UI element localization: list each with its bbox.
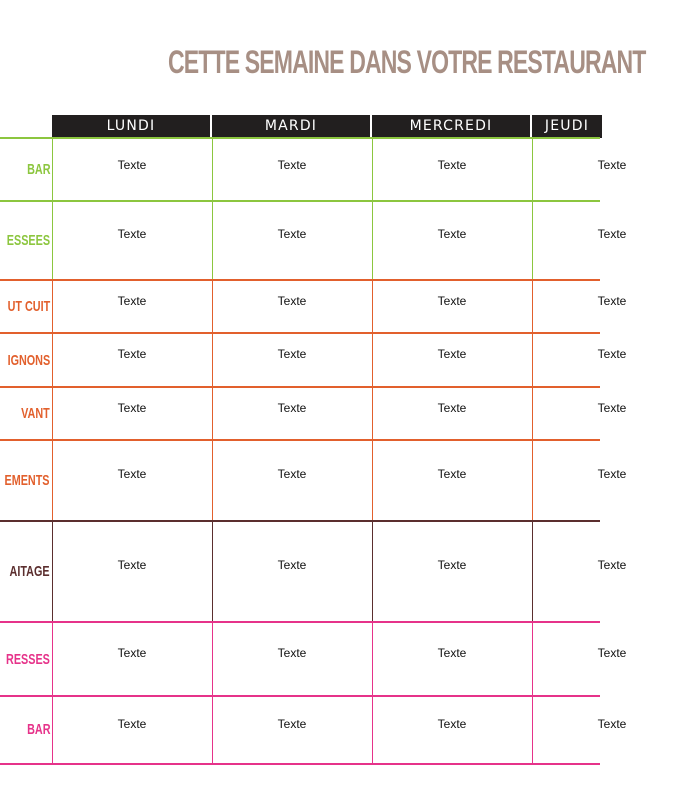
schedule-cell[interactable]: Texte [117, 294, 147, 308]
row-label-text: ESSEES [6, 232, 50, 249]
schedule-cell[interactable]: Texte [597, 646, 627, 660]
column-header-lundi: LUNDI [52, 115, 210, 138]
schedule-cell[interactable]: Texte [117, 467, 147, 481]
schedule-cell[interactable]: Texte [437, 401, 467, 415]
row-divider [0, 137, 600, 139]
row-label [0, 622, 50, 696]
row-label-text: BAR [26, 161, 50, 178]
row-label [0, 440, 50, 521]
schedule-cell[interactable]: Texte [117, 401, 147, 415]
page-title: CETTE SEMAINE DANS VOTRE RESTAURANT [168, 44, 646, 80]
row-divider [0, 332, 600, 334]
schedule-cell[interactable]: Texte [117, 158, 147, 172]
row-divider [0, 695, 600, 697]
schedule-cell[interactable]: Texte [277, 467, 307, 481]
row-divider [0, 386, 600, 388]
schedule-cell[interactable]: Texte [437, 646, 467, 660]
schedule-cell[interactable]: Texte [597, 158, 627, 172]
row-label-text: IGNONS [7, 351, 50, 369]
schedule-cell[interactable]: Texte [437, 558, 467, 572]
column-header-mardi: MARDI [212, 115, 370, 138]
schedule-cell[interactable]: Texte [117, 558, 147, 572]
schedule-cell[interactable]: Texte [597, 401, 627, 415]
schedule-cell[interactable]: Texte [277, 347, 307, 361]
schedule-cell[interactable]: Texte [277, 401, 307, 415]
row-divider [0, 279, 600, 281]
row-label [0, 387, 50, 440]
row-label-text: UT CUIT [7, 298, 50, 315]
schedule-cell[interactable]: Texte [597, 717, 627, 731]
schedule-cell[interactable]: Texte [117, 646, 147, 660]
row-divider [0, 621, 600, 623]
row-divider [0, 439, 600, 441]
schedule-cell[interactable]: Texte [277, 227, 307, 241]
schedule-cell[interactable]: Texte [597, 227, 627, 241]
schedule-cell[interactable]: Texte [437, 347, 467, 361]
schedule-cell[interactable]: Texte [117, 717, 147, 731]
schedule-cell[interactable]: Texte [277, 646, 307, 660]
column-header-mercredi: MERCREDI [372, 115, 530, 138]
schedule-cell[interactable]: Texte [277, 558, 307, 572]
row-label [0, 138, 50, 201]
row-label-text: EMENTS [4, 472, 50, 489]
schedule-cell[interactable]: Texte [437, 158, 467, 172]
schedule-cell[interactable]: Texte [277, 158, 307, 172]
schedule-cell[interactable]: Texte [597, 347, 627, 361]
row-divider [0, 520, 600, 522]
schedule-cell[interactable]: Texte [437, 294, 467, 308]
schedule-cell[interactable]: Texte [277, 294, 307, 308]
row-divider [0, 200, 600, 202]
column-header-jeudi: JEUDI [532, 115, 602, 138]
schedule-cell[interactable]: Texte [117, 347, 147, 361]
row-label [0, 280, 50, 333]
schedule-cell[interactable]: Texte [277, 717, 307, 731]
table-bottom-border [0, 763, 600, 765]
row-label-text: RESSES [6, 650, 50, 668]
row-label [0, 696, 50, 763]
schedule-cell[interactable]: Texte [597, 467, 627, 481]
row-label [0, 521, 50, 622]
schedule-cell[interactable]: Texte [437, 467, 467, 481]
schedule-cell[interactable]: Texte [437, 227, 467, 241]
row-label-text: AITAGE [9, 563, 50, 580]
schedule-cell[interactable]: Texte [117, 227, 147, 241]
row-label [0, 201, 50, 280]
row-label-text: VANT [21, 405, 50, 422]
row-label-text: BAR [26, 721, 50, 738]
schedule-cell[interactable]: Texte [597, 294, 627, 308]
row-label [0, 333, 50, 387]
schedule-cell[interactable]: Texte [437, 717, 467, 731]
schedule-cell[interactable]: Texte [597, 558, 627, 572]
